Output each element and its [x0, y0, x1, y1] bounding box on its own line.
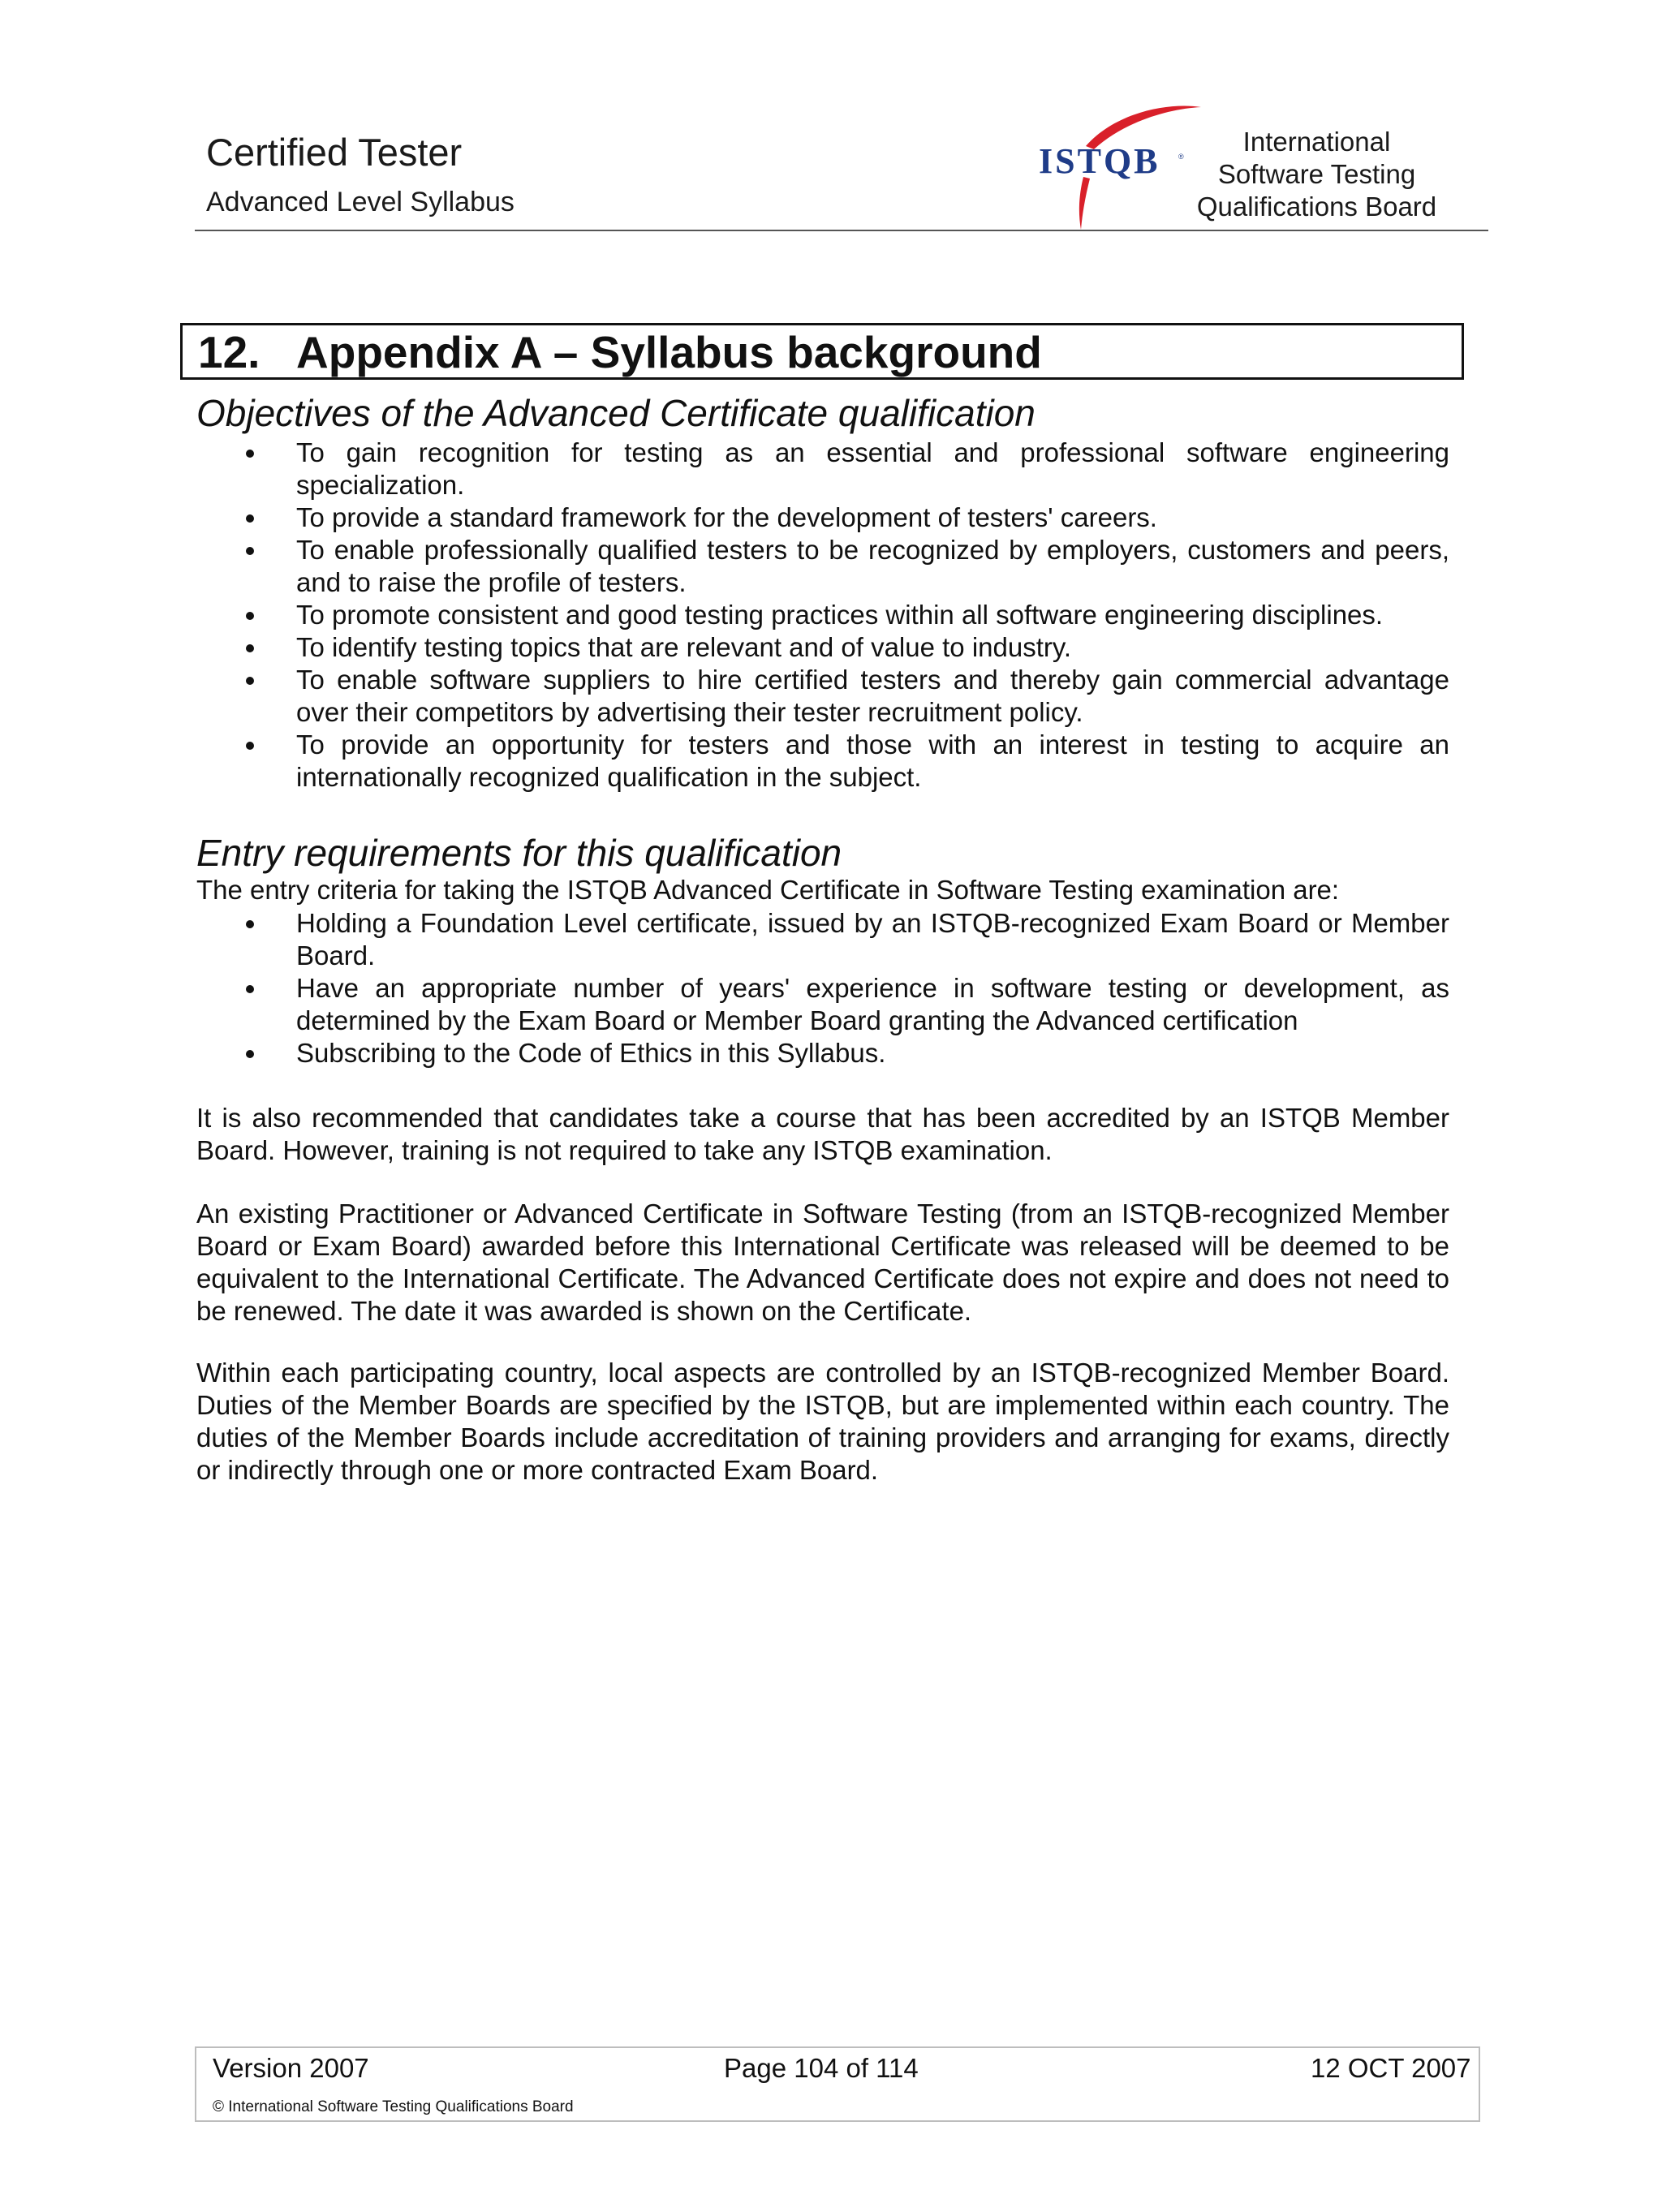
list-item: To enable software suppliers to hire certified testers and thereby gain commercial advantage over their competitors by advertising their tester recruitment policy. [0, 664, 1449, 729]
header-divider [195, 230, 1488, 231]
list-item: Have an appropriate number of years' experience in software testing or development, as determined by the Exam Board or Member Board granting the Advanced certification [0, 972, 1449, 1037]
footer-version: Version 2007 [213, 2053, 369, 2083]
org-line-3: Qualifications Board [1196, 192, 1437, 222]
list-item: To promote consistent and good testing practices within all software engineering disciplines. [0, 599, 1449, 631]
organization-name [1181, 126, 1453, 223]
bullet-icon [246, 514, 254, 523]
objectives-heading: Objectives of the Advanced Certificate qualification [196, 392, 1036, 434]
bullet-icon [246, 547, 254, 555]
logo-wordmark: ISTQB [1039, 141, 1160, 181]
bullet-icon [246, 644, 254, 652]
footer-copyright: © International Software Testing Qualifications Board [213, 2098, 574, 2115]
list-item: To gain recognition for testing as an essential and professional software engineering specialization. [0, 437, 1449, 501]
bullet-icon [246, 742, 254, 750]
logo-trademark: ® [1178, 153, 1184, 161]
org-line-1: International [1242, 127, 1391, 157]
footer-page-number: Page 104 of 114 [724, 2053, 919, 2083]
chapter-number: 12. [198, 327, 260, 377]
istqb-logo [1039, 104, 1201, 230]
paragraph-equivalence: An existing Practitioner or Advanced Certificate in Software Testing (from an ISTQB-recognized Member Board or Exam Board) awarded before this International Certificate was released will be deemed to be equivalent to the International Certificate. The Advanced Certificate does not expire and does not need to be renewed. The date it was awarded is shown on the Certificate. [196, 1199, 1449, 1326]
list-item: To provide an opportunity for testers and those with an interest in testing to acquire an internationally recognized qualification in the subject. [0, 729, 1449, 794]
document-title: Certified Tester [206, 131, 463, 174]
org-line-2: Software Testing [1217, 159, 1416, 189]
footer-date: 12 OCT 2007 [1311, 2053, 1471, 2083]
document-subtitle: Advanced Level Syllabus [206, 187, 515, 217]
entry-heading: Entry requirements for this qualification [196, 832, 842, 874]
bullet-icon [246, 1050, 254, 1058]
paragraph-member-boards: Within each participating country, local aspects are controlled by an ISTQB-recognized Member Board. Duties of the Member Boards are specified by the ISTQB, but are implemented within each country. The duties of the Member Boards include accreditation of training providers and arranging for exams, directly or indirectly through one or more contracted Exam Board. [196, 1358, 1449, 1485]
list-item: Subscribing to the Code of Ethics in this Syllabus. [0, 1037, 1449, 1069]
list-item: To enable professionally qualified testers to be recognized by employers, customers and peers, and to raise the profile of testers. [0, 534, 1449, 599]
bullet-icon [246, 677, 254, 685]
entry-list [0, 907, 1449, 1069]
bullet-icon [246, 450, 254, 458]
bullet-icon [246, 985, 254, 993]
bullet-icon [246, 612, 254, 620]
entry-intro: The entry criteria for taking the ISTQB Advanced Certificate in Software Testing examination are: [196, 875, 1340, 905]
bullet-icon [246, 920, 254, 928]
logo-swoosh-bottom [1079, 177, 1090, 230]
list-item: To identify testing topics that are relevant and of value to industry. [0, 631, 1449, 664]
list-item: To provide a standard framework for the development of testers' careers. [0, 501, 1449, 534]
list-item: Holding a Foundation Level certificate, issued by an ISTQB-recognized Exam Board or Member Board. [0, 907, 1449, 972]
chapter-title: Appendix A – Syllabus background [296, 327, 1042, 377]
paragraph-recommendation: It is also recommended that candidates take a course that has been accredited by an ISTQB Member Board. However, training is not required to take any ISTQB examination. [196, 1103, 1449, 1165]
objectives-list [0, 437, 1449, 794]
